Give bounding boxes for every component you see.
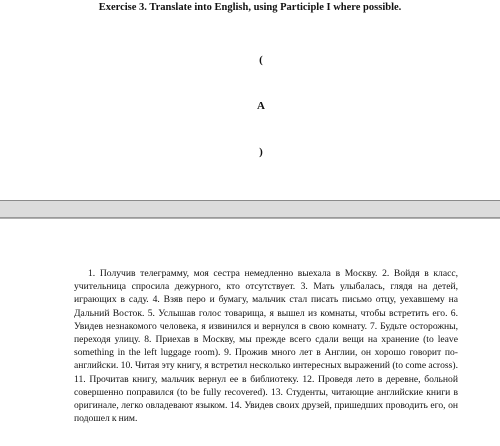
document-page-bottom [0,218,500,446]
letter-a-mark: A [257,100,265,112]
page-separator [0,201,500,218]
document-page-top [0,0,500,201]
bracket-open-mark: ( [259,54,263,66]
exercise-sentences-paragraph: 1. Получив телеграмму, моя сестра немедленно выехала в Москву. 2. Войдя в класс, учительница спросила дежурного, кто отсутствует. 3. Мать улыбалась, глядя на детей, играющих в саду. 4. Взяв перо и бумагу, мальчик стал писать письмо отцу, уехавшему на Дальний Восток. 5. Услышав голос товарища, я вышел из комнаты, чтобы встретить его. 6. Увидев незнакомого человека, я извинился и вернулся в свою комнату. 7. Будьте осторожны, переходя улицу. 8. Приехав в Москву, мы прежде всего сдали вещи на хранение (to leave something in the left luggage room). 9. Прожив много лет в Англии, он хорошо говорит по-английски. 10. Читая эту книгу, я встретил несколько интересных выражений (to come across). 11. Прочитав книгу, мальчик вернул ее в библиотеку. 12. Проведя лето в деревне, больной совершенно поправился (to be fully recovered). 13. Студенты, читающие английские книги в оригинале, легко овладевают языком. 14. Увидев своих друзей, пришедших проводить его, он подошел к ним. [74,268,458,425]
exercise-title: Exercise 3. Translate into English, using Participle I where possible. [98,2,402,13]
bracket-close-mark: ) [259,146,263,158]
